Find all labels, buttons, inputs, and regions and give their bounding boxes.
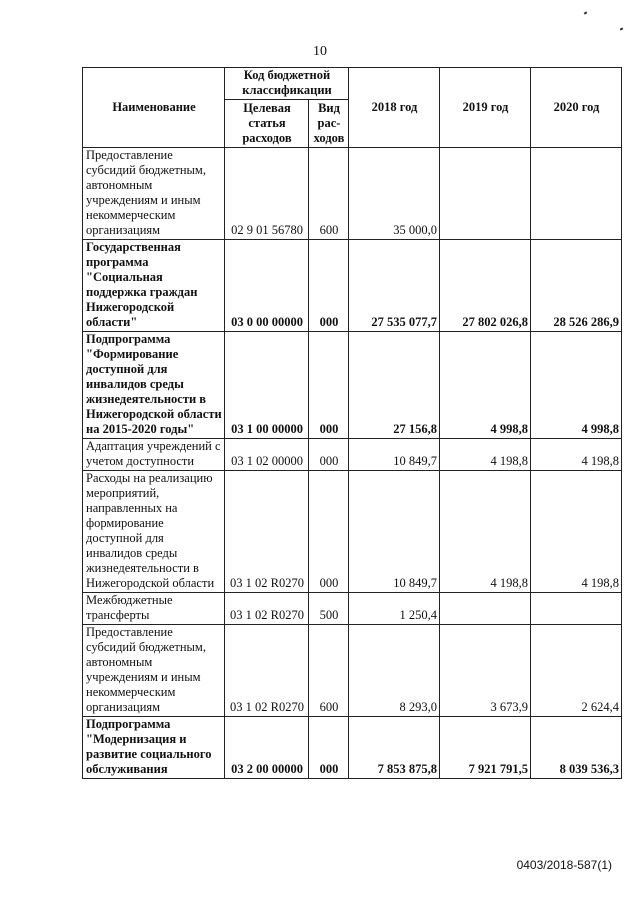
row-name: Адаптация учреждений с учетом доступности — [83, 439, 225, 471]
table-row — [83, 717, 622, 779]
header-year-2019: 2019 год — [440, 68, 531, 148]
row-value-2020: 4 198,8 — [531, 471, 622, 593]
table-row — [83, 148, 622, 240]
row-target-article: 03 1 00 00000 — [225, 332, 309, 439]
row-expense-type: 000 — [309, 471, 349, 593]
row-name: Расходы на реализацию мероприятий, направленных на формирование доступной для инвалидов среды жизнедеятельности в Нижегородской области — [83, 471, 225, 593]
row-value-2020: 4 198,8 — [531, 439, 622, 471]
scan-mark — [584, 11, 588, 14]
page-number: 10 — [313, 44, 327, 59]
row-target-article: 03 1 02 00000 — [225, 439, 309, 471]
row-value-2019: 4 198,8 — [440, 439, 531, 471]
row-value-2018: 1 250,4 — [349, 593, 440, 625]
header-year-2018: 2018 год — [349, 68, 440, 148]
row-expense-type: 500 — [309, 593, 349, 625]
row-value-2019: 27 802 026,8 — [440, 240, 531, 332]
row-expense-type: 000 — [309, 439, 349, 471]
row-value-2018: 35 000,0 — [349, 148, 440, 240]
row-value-2020: 8 039 536,3 — [531, 717, 622, 779]
row-value-2019: 7 921 791,5 — [440, 717, 531, 779]
table-row — [83, 240, 622, 332]
row-name: Государственная программа "Социальная поддержка граждан Нижегородской области" — [83, 240, 225, 332]
row-value-2020: 28 526 286,9 — [531, 240, 622, 332]
row-value-2019: 3 673,9 — [440, 625, 531, 717]
document-code: 0403/2018-587(1) — [516, 858, 612, 872]
row-target-article: 03 0 00 00000 — [225, 240, 309, 332]
row-value-2019 — [440, 148, 531, 240]
header-year-2020: 2020 год — [531, 68, 622, 148]
row-expense-type: 600 — [309, 148, 349, 240]
row-value-2018: 27 535 077,7 — [349, 240, 440, 332]
row-value-2018: 7 853 875,8 — [349, 717, 440, 779]
row-expense-type: 000 — [309, 332, 349, 439]
header-name: Наименование — [83, 68, 225, 148]
row-expense-type: 000 — [309, 240, 349, 332]
row-value-2018: 10 849,7 — [349, 439, 440, 471]
row-target-article: 03 2 00 00000 — [225, 717, 309, 779]
row-value-2018: 8 293,0 — [349, 625, 440, 717]
row-target-article: 03 1 02 R0270 — [225, 593, 309, 625]
table-row — [83, 471, 622, 593]
table-row — [83, 593, 622, 625]
row-name: Межбюджетные трансферты — [83, 593, 225, 625]
scan-mark — [620, 27, 624, 30]
table-row — [83, 439, 622, 471]
row-value-2018: 10 849,7 — [349, 471, 440, 593]
row-name: Предоставление субсидий бюджетным, автономным учреждениям и иным некоммерческим организациям — [83, 625, 225, 717]
row-expense-type: 600 — [309, 625, 349, 717]
row-expense-type: 000 — [309, 717, 349, 779]
row-name: Подпрограмма "Формирование доступной для инвалидов среды жизнедеятельности в Нижегородской области на 2015-2020 годы" — [83, 332, 225, 439]
row-value-2018: 27 156,8 — [349, 332, 440, 439]
row-value-2020: 2 624,4 — [531, 625, 622, 717]
table-body — [83, 148, 622, 779]
table-row — [83, 625, 622, 717]
row-name: Предоставление субсидий бюджетным, автономным учреждениям и иным некоммерческим организациям — [83, 148, 225, 240]
header-target-article: Целевая статья расходов — [225, 100, 309, 148]
row-value-2019: 4 998,8 — [440, 332, 531, 439]
header-budget-code: Код бюджетной классификации — [225, 68, 349, 100]
row-value-2020 — [531, 593, 622, 625]
row-value-2020: 4 998,8 — [531, 332, 622, 439]
row-value-2019: 4 198,8 — [440, 471, 531, 593]
row-target-article: 03 1 02 R0270 — [225, 625, 309, 717]
table-row — [83, 332, 622, 439]
row-value-2019 — [440, 593, 531, 625]
budget-table — [82, 67, 622, 779]
header-expense-type: Вид рас-ходов — [309, 100, 349, 148]
row-name: Подпрограмма "Модернизация и развитие социального обслуживания — [83, 717, 225, 779]
row-target-article: 03 1 02 R0270 — [225, 471, 309, 593]
row-value-2020 — [531, 148, 622, 240]
row-target-article: 02 9 01 56780 — [225, 148, 309, 240]
